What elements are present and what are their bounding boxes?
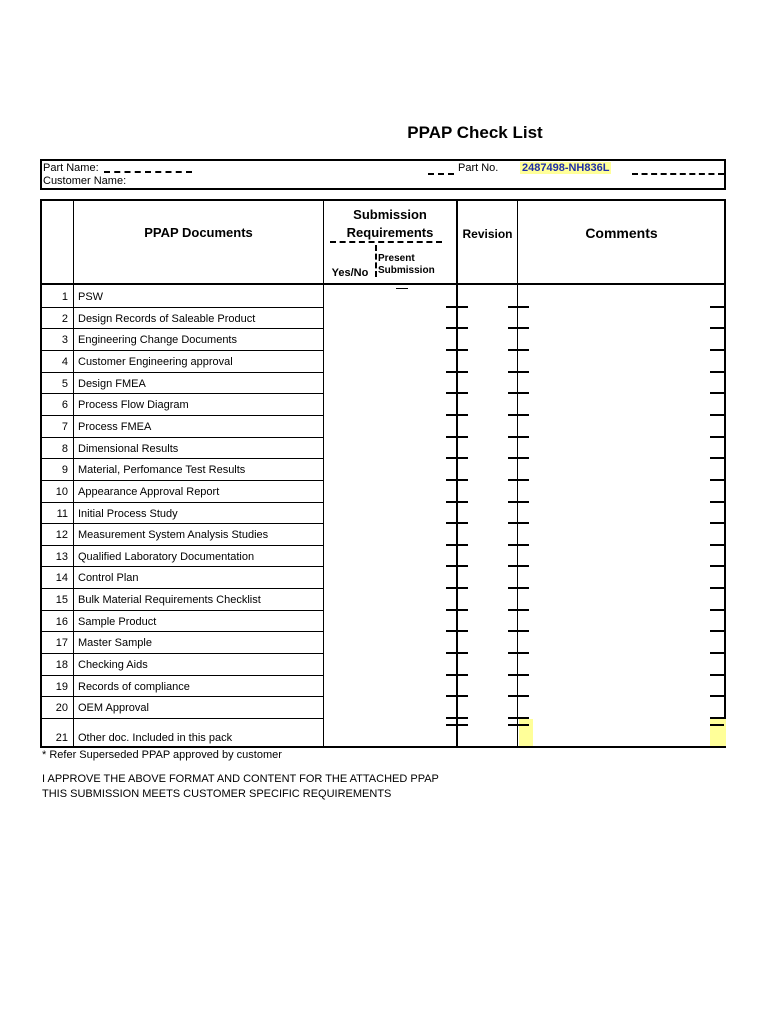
cell-tick-mark bbox=[446, 652, 458, 654]
row-number: 17 bbox=[55, 637, 68, 650]
cell-tick-mark bbox=[519, 414, 529, 416]
document-name: Design Records of Saleable Product bbox=[78, 312, 256, 325]
cell-tick-mark bbox=[458, 522, 468, 524]
cell-tick-mark bbox=[458, 695, 468, 697]
cell-tick-mark bbox=[519, 522, 529, 524]
ppap-checklist-table bbox=[40, 199, 726, 748]
cell-tick-mark bbox=[710, 522, 724, 524]
cell-tick-mark bbox=[710, 565, 724, 567]
table-row bbox=[42, 480, 324, 502]
row-number: 5 bbox=[61, 377, 68, 390]
cell-tick-mark bbox=[710, 501, 724, 503]
cell-tick-mark bbox=[446, 609, 458, 611]
cell-tick-mark bbox=[446, 349, 458, 351]
table-row bbox=[42, 393, 324, 415]
row-number: 4 bbox=[61, 355, 68, 368]
cell-tick-mark bbox=[519, 695, 529, 697]
document-name: PSW bbox=[78, 291, 104, 303]
row-number: 14 bbox=[55, 572, 68, 585]
part-name-field[interactable] bbox=[104, 171, 192, 173]
cell-tick-mark bbox=[710, 457, 724, 459]
part-no-field-line bbox=[632, 173, 724, 175]
cell-tick-mark bbox=[446, 565, 458, 567]
cell-tick-mark bbox=[710, 674, 724, 676]
col-header-comments: Comments bbox=[585, 225, 658, 241]
cell-tick-mark bbox=[458, 565, 468, 567]
row-number: 8 bbox=[61, 442, 68, 455]
cell-tick-mark bbox=[710, 327, 724, 329]
table-row bbox=[42, 502, 324, 524]
cell-tick-mark bbox=[446, 717, 458, 719]
submission-dash-line bbox=[330, 241, 442, 243]
cell-tick-mark bbox=[446, 630, 458, 632]
cell-tick-mark bbox=[710, 414, 724, 416]
document-name: Process FMEA bbox=[78, 420, 152, 433]
document-name: Process Flow Diagram bbox=[78, 399, 189, 412]
table-row bbox=[42, 458, 324, 480]
cell-tick-mark bbox=[710, 587, 724, 589]
cell-tick-mark bbox=[446, 371, 458, 373]
cell-tick-mark bbox=[446, 436, 458, 438]
cell-tick-mark bbox=[519, 724, 529, 726]
table-row bbox=[42, 588, 324, 610]
footnote: * Refer Superseded PPAP approved by customer bbox=[42, 749, 282, 761]
cell-tick-mark bbox=[458, 630, 468, 632]
cell-tick-mark bbox=[458, 414, 468, 416]
approval-statement-2: THIS SUBMISSION MEETS CUSTOMER SPECIFIC REQUIREMENTS bbox=[42, 788, 392, 800]
table-row bbox=[42, 437, 324, 459]
part-no-label: Part No. bbox=[458, 162, 499, 174]
document-name: Records of compliance bbox=[78, 680, 190, 693]
document-name: Engineering Change Documents bbox=[78, 334, 237, 347]
document-name: Material, Perfomance Test Results bbox=[78, 464, 246, 477]
document-name: Other doc. Included in this pack bbox=[78, 732, 233, 744]
document-name: Design FMEA bbox=[78, 377, 146, 390]
col-header-present-1: Present bbox=[378, 253, 415, 264]
document-name: OEM Approval bbox=[78, 702, 149, 715]
table-row bbox=[42, 285, 324, 307]
cell-tick-mark bbox=[519, 457, 529, 459]
cell-tick-mark bbox=[519, 717, 529, 719]
document-name: Customer Engineering approval bbox=[78, 355, 233, 368]
part-info-box bbox=[40, 159, 726, 190]
table-row bbox=[42, 372, 324, 394]
document-name: Bulk Material Requirements Checklist bbox=[78, 594, 261, 607]
cell-tick-mark bbox=[446, 501, 458, 503]
table-row bbox=[42, 328, 324, 350]
cell-tick-mark bbox=[519, 565, 529, 567]
cell-tick-mark bbox=[519, 349, 529, 351]
col-header-present-2: Submission bbox=[378, 265, 435, 276]
row-number: 10 bbox=[55, 485, 68, 498]
row-number: 7 bbox=[61, 420, 68, 433]
cell-tick-mark bbox=[458, 717, 468, 719]
cell-tick-mark bbox=[446, 522, 458, 524]
part-name-label: Part Name: bbox=[43, 162, 99, 174]
cell-tick-mark bbox=[446, 392, 458, 394]
cell-tick-mark bbox=[446, 724, 458, 726]
row-number: 1 bbox=[61, 291, 68, 303]
row-number: 21 bbox=[55, 732, 68, 744]
cell-tick-mark bbox=[710, 392, 724, 394]
row-number: 16 bbox=[55, 615, 68, 628]
cell-tick-mark bbox=[446, 327, 458, 329]
cell-tick-mark bbox=[458, 652, 468, 654]
cell-tick-mark bbox=[446, 674, 458, 676]
customer-name-label: Customer Name: bbox=[43, 175, 127, 187]
cell-tick-mark bbox=[446, 457, 458, 459]
col-header-revision: Revision bbox=[462, 227, 513, 241]
cell-tick-mark bbox=[710, 609, 724, 611]
cell-tick-mark bbox=[446, 479, 458, 481]
document-name: Appearance Approval Report bbox=[78, 485, 220, 498]
cell-tick-mark bbox=[458, 479, 468, 481]
cell-tick-mark bbox=[458, 327, 468, 329]
cell-tick-mark bbox=[710, 306, 724, 308]
row-number: 11 bbox=[56, 507, 68, 520]
cell-tick-mark bbox=[519, 652, 529, 654]
submission-sub-divider bbox=[375, 245, 377, 277]
col-header-documents: PPAP Documents bbox=[144, 225, 253, 240]
document-name: Measurement System Analysis Studies bbox=[78, 529, 269, 542]
cell-tick-mark bbox=[458, 501, 468, 503]
cell-tick-mark bbox=[519, 392, 529, 394]
cell-tick-mark bbox=[458, 587, 468, 589]
cell-tick-mark bbox=[458, 674, 468, 676]
cell-tick-mark bbox=[458, 457, 468, 459]
part-no-value[interactable]: 2487498-NH836L bbox=[522, 162, 610, 174]
table-row bbox=[42, 610, 324, 632]
document-name: Sample Product bbox=[78, 615, 157, 628]
table-row bbox=[42, 696, 324, 718]
table-row bbox=[42, 675, 324, 697]
cell-tick-mark bbox=[710, 479, 724, 481]
col-header-submission-2: Requirements bbox=[346, 225, 434, 240]
document-name: Initial Process Study bbox=[78, 507, 178, 520]
cell-tick-mark bbox=[519, 630, 529, 632]
cell-tick-mark bbox=[519, 479, 529, 481]
cell-tick-mark bbox=[458, 609, 468, 611]
row-number: 15 bbox=[55, 594, 68, 607]
document-name: Dimensional Results bbox=[78, 442, 179, 455]
row-number: 12 bbox=[55, 529, 68, 542]
document-name: Control Plan bbox=[78, 572, 139, 585]
row-number: 3 bbox=[61, 334, 68, 347]
approval-statement-1: I APPROVE THE ABOVE FORMAT AND CONTENT FOR THE ATTACHED PPAP bbox=[42, 773, 439, 785]
table-row bbox=[42, 566, 324, 588]
col-header-submission-1: Submission bbox=[353, 207, 427, 222]
cell-tick-mark bbox=[458, 724, 468, 726]
row-number: 9 bbox=[61, 464, 68, 477]
cell-tick-mark bbox=[458, 371, 468, 373]
cell-tick-mark bbox=[710, 436, 724, 438]
cell-tick-mark bbox=[519, 371, 529, 373]
cell-tick-mark bbox=[446, 587, 458, 589]
cell-tick-mark bbox=[446, 414, 458, 416]
table-row bbox=[42, 307, 324, 329]
cell-tick-mark bbox=[710, 544, 724, 546]
document-name: Master Sample bbox=[78, 637, 152, 650]
row-number: 6 bbox=[61, 399, 68, 412]
cell-tick-mark bbox=[519, 544, 529, 546]
cell-tick-mark bbox=[519, 587, 529, 589]
cell-tick-mark bbox=[458, 349, 468, 351]
page-title: PPAP Check List bbox=[407, 123, 543, 142]
table-row bbox=[42, 653, 324, 675]
cell-tick-mark bbox=[519, 306, 529, 308]
table-row bbox=[42, 350, 324, 372]
cell-tick-mark bbox=[458, 436, 468, 438]
cell-tick-mark bbox=[519, 436, 529, 438]
cell-tick-mark bbox=[710, 349, 724, 351]
table-row bbox=[42, 545, 324, 567]
present-submission-tick bbox=[396, 288, 408, 289]
cell-tick-mark bbox=[519, 609, 529, 611]
cell-tick-mark bbox=[710, 630, 724, 632]
table-row bbox=[42, 523, 324, 545]
cell-tick-mark bbox=[446, 544, 458, 546]
cell-tick-mark bbox=[519, 674, 529, 676]
cell-tick-mark bbox=[458, 544, 468, 546]
cell-tick-mark bbox=[519, 327, 529, 329]
cell-tick-mark bbox=[446, 695, 458, 697]
cell-tick-mark bbox=[446, 306, 458, 308]
table-row bbox=[42, 631, 324, 653]
cell-tick-mark bbox=[710, 652, 724, 654]
cell-tick-mark bbox=[710, 717, 724, 719]
cell-tick-mark bbox=[458, 392, 468, 394]
row-number: 2 bbox=[61, 312, 68, 325]
cell-tick-mark bbox=[710, 724, 724, 726]
col-header-yes-no: Yes/No bbox=[331, 267, 369, 279]
cell-tick-mark bbox=[710, 695, 724, 697]
part-no-leader bbox=[428, 173, 454, 175]
cell-tick-mark bbox=[710, 371, 724, 373]
row-number: 20 bbox=[55, 702, 68, 715]
document-name: Qualified Laboratory Documentation bbox=[78, 550, 255, 563]
row-number: 13 bbox=[55, 550, 68, 563]
document-name: Checking Aids bbox=[78, 659, 148, 672]
row-number: 18 bbox=[55, 659, 68, 672]
cell-tick-mark bbox=[458, 306, 468, 308]
table-row bbox=[42, 718, 324, 746]
row-number: 19 bbox=[55, 680, 68, 693]
table-row bbox=[42, 415, 324, 437]
cell-tick-mark bbox=[519, 501, 529, 503]
